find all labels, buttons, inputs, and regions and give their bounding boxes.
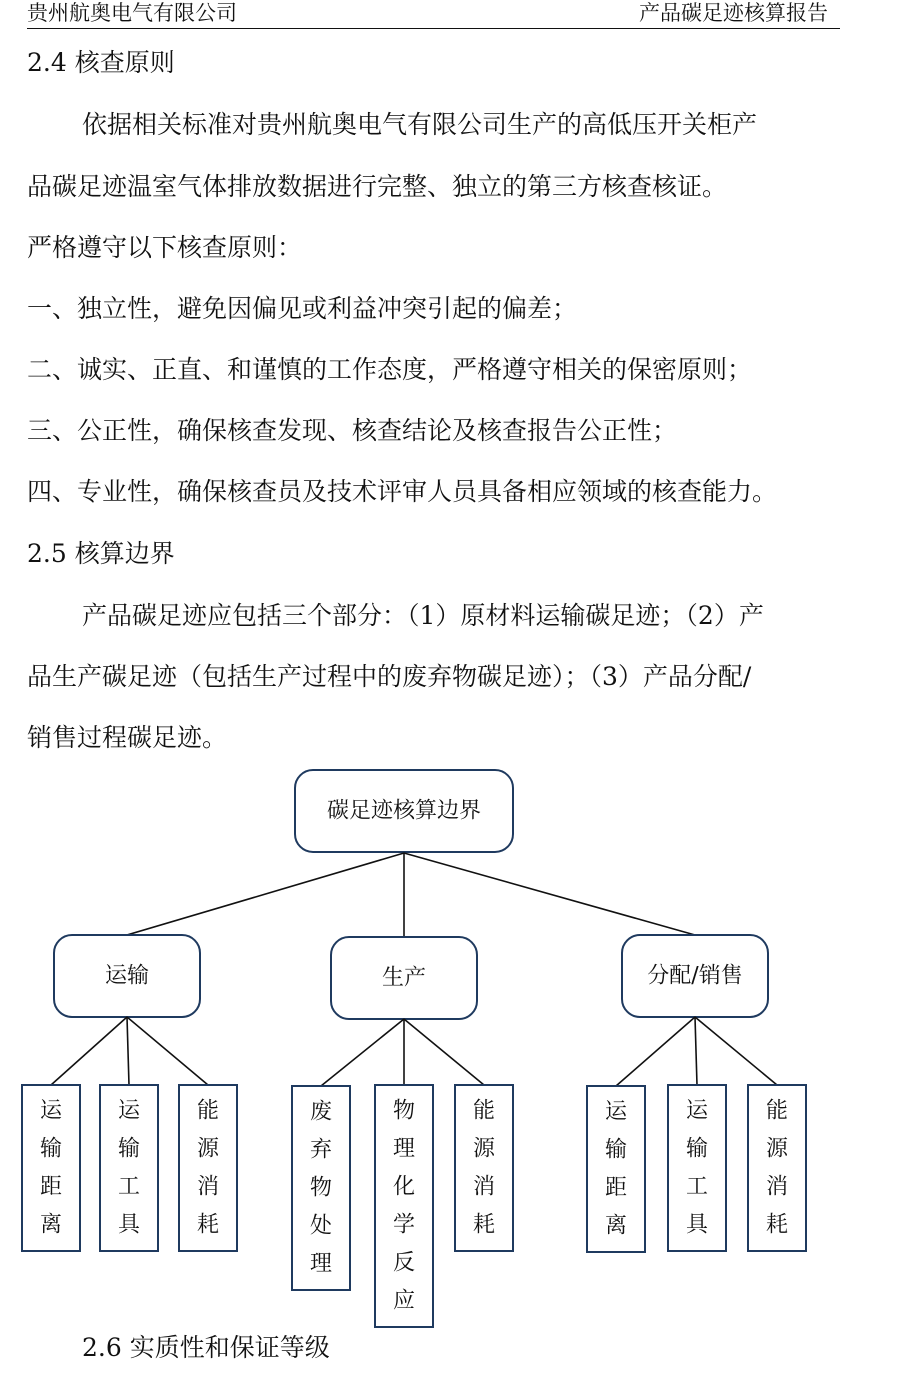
leaf-label-char: 工: [117, 1174, 141, 1200]
connector-line: [695, 1017, 777, 1085]
branch-label: 运输: [104, 963, 150, 989]
leaf-label-char: 消: [765, 1174, 789, 1200]
connector-line: [404, 1019, 484, 1085]
leaf-label-char: 源: [196, 1136, 220, 1162]
leaf-label-char: 运: [39, 1098, 63, 1124]
leaf-label-char: 物: [309, 1175, 333, 1201]
principle-item: 四、专业性，确保核查员及技术评审人员具备相应领域的核查能力。: [27, 477, 778, 506]
connector-line: [127, 853, 404, 935]
section-2-4-heading: 2.4 核查原则: [27, 48, 175, 77]
section-2-6-heading: 2.6 实质性和保证等级: [82, 1333, 330, 1362]
leaf-label-char: 弃: [309, 1137, 333, 1163]
branch-label: 生产: [381, 965, 427, 991]
leaf-label-char: 耗: [765, 1212, 789, 1238]
branch-label: 分配/销售: [647, 963, 743, 989]
leaf-label-char: 学: [392, 1212, 416, 1238]
leaf-label-char: 废: [309, 1099, 333, 1125]
leaf-label-char: 具: [685, 1212, 709, 1238]
header-company: 贵州航奥电气有限公司: [27, 1, 237, 25]
leaf-label-char: 理: [309, 1251, 333, 1277]
section-2-4-paragraph-line-1: 依据相关标准对贵州航奥电气有限公司生产的高低压开关柜产: [82, 110, 758, 139]
leaf-label-char: 能: [196, 1098, 220, 1124]
section-2-5-paragraph-line-1: 产品碳足迹应包括三个部分：（1）原材料运输碳足迹；（2）产: [82, 601, 764, 630]
leaf-label-char: 物: [392, 1098, 416, 1124]
leaf-label-char: 能: [472, 1098, 496, 1124]
section-2-5-paragraph-line-2: 品生产碳足迹（包括生产过程中的废弃物碳足迹）；（3）产品分配/: [27, 662, 752, 691]
root-label: 碳足迹核算边界: [326, 798, 482, 824]
section-2-5-paragraph-line-3: 销售过程碳足迹。: [27, 723, 228, 752]
leaf-label-char: 运: [685, 1098, 709, 1124]
leaf-label-char: 输: [685, 1136, 709, 1162]
leaf-label-char: 耗: [472, 1212, 496, 1238]
leaf-label-char: 输: [604, 1137, 628, 1163]
leaf-label-char: 距: [604, 1175, 628, 1201]
principle-item: 三、公正性，确保核查发现、核查结论及核查报告公正性；: [27, 416, 678, 445]
leaf-label-char: 输: [117, 1136, 141, 1162]
leaf-label-char: 消: [472, 1174, 496, 1200]
leaf-label-char: 消: [196, 1174, 220, 1200]
leaf-label-char: 工: [685, 1174, 709, 1200]
header-report-title: 产品碳足迹核算报告: [639, 1, 828, 25]
connector-line: [127, 1017, 208, 1085]
connector-line: [404, 853, 695, 935]
header-rule: [27, 28, 840, 29]
leaf-label-char: 耗: [196, 1212, 220, 1238]
leaf-label-char: 离: [604, 1213, 628, 1239]
connector-line: [616, 1017, 695, 1086]
section-2-4-paragraph-line-2: 品碳足迹温室气体排放数据进行完整、独立的第三方核查核证。: [27, 172, 728, 201]
principle-item: 二、诚实、正直、和谨慎的工作态度，严格遵守相关的保密原则；: [27, 355, 753, 384]
connector-line: [321, 1019, 404, 1086]
leaf-label-char: 处: [309, 1213, 333, 1239]
leaf-label-char: 化: [392, 1174, 416, 1200]
leaf-label-char: 理: [392, 1136, 416, 1162]
principle-item: 一、独立性，避免因偏见或利益冲突引起的偏差；: [27, 294, 578, 323]
principles-intro: 严格遵守以下核查原则：: [27, 233, 303, 262]
leaf-label-char: 运: [117, 1098, 141, 1124]
leaf-label-char: 源: [765, 1136, 789, 1162]
leaf-label-char: 输: [39, 1136, 63, 1162]
leaf-label-char: 应: [392, 1288, 416, 1314]
leaf-label-char: 能: [765, 1098, 789, 1124]
leaf-label-char: 离: [39, 1212, 63, 1238]
section-2-5-heading: 2.5 核算边界: [27, 539, 175, 568]
leaf-label-char: 反: [392, 1250, 416, 1276]
leaf-label-char: 距: [39, 1174, 63, 1200]
connector-line: [127, 1017, 129, 1085]
connector-line: [51, 1017, 127, 1085]
leaf-label-char: 运: [604, 1099, 628, 1125]
leaf-label-char: 具: [117, 1212, 141, 1238]
leaf-label-char: 源: [472, 1136, 496, 1162]
boundary-diagram: [0, 760, 900, 1335]
connector-line: [695, 1017, 697, 1085]
